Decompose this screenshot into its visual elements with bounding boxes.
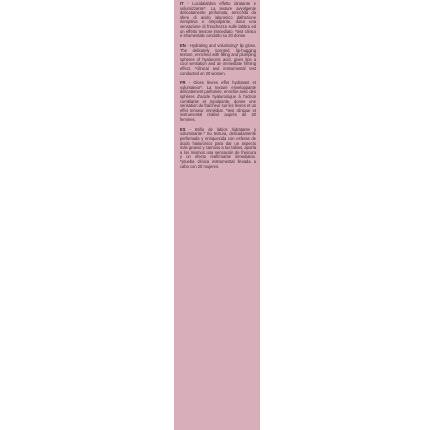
section-text-es: Brillo de labios hidratante y voluminante.* Su textura, delicadamente perfumada y enriquecida con esferas de ácido hialurónico para dar un aspecto más grueso y carnoso a tus labios, aporta a los mismos una sensación de frescura y un efecto reafirmante inmediatos. *prueba clínica instrumental llevada a cabo con 20 mujeres.: [180, 126, 257, 169]
section-en: EN - Hydrating and volumising* lip gloss. The delicately scented, lip-hugging texture, enriched with filling and plumping spheres of hyaluronic acid, gives lips a cool sensation and an immediate firming effect. *clinical and instrumental test conducted on 20 women.: [180, 42, 257, 76]
section-es: ES - Brillo de labios hidratante y voluminante.* Su textura, delicadamente perfumada y enriquecida con esferas de ácido hialurónico para dar un aspecto más grueso y carnoso a tus labios, aporta a los mismos una sensación de frescura y un efecto reafirmante inmediatos. *prueba clínica instrumental llevada a cabo con 20 mujeres.: [180, 126, 257, 169]
section-text-fr: Gloss lèvres effet hydratant et volumateur*. La texture enveloppante délicatement parfumée, enrichie avec des sphères d'acide hyaluronique à l'action comblante et repulpante, donne une sensation de fraîcheur sur les lèvres et un effet tenseur immédiat. *test clinique et instrumental réalisé auprès de 20 femmes.: [180, 80, 257, 123]
lang-code-it: IT: [180, 1, 184, 6]
section-text-en: Hydrating and volumising* lip gloss. The delicately scented, lip-hugging texture, enriched with filling and plumping spheres of hyaluronic acid, gives lips a cool sensation and an immediate firming effect. *clinical and instrumental test conducted on 20 women.: [180, 42, 257, 76]
product-label-strip: [174, 0, 260, 430]
lang-code-en: EN: [180, 42, 186, 48]
section-fr: FR - Gloss lèvres effet hydratant et volumateur*. La texture enveloppante délicatement parfumée, enrichie avec des sphères d'acide hyaluronique à l'action comblante et repulpante, donne une sensation de fraîcheur sur les lèvres et un effet tenseur immédiat. *test clinique et instrumental réalisé auprès de 20 femmes.: [180, 80, 257, 123]
section-text-it: Lucidalabbra effetto idratante e volumizzante*. La texture avvolgente delicatamente profumata, arricchita da sfere di acido ialuronico dall'azione riempitiva e rimpolpante, dona una sensazione di freschezza sulle labbra ed un effetto tensore immediato. *test clinico e strumentale condotto su 20 donne.: [180, 1, 256, 39]
section-it: IT - Lucidalabbra effetto idratante e volumizzante*. La texture avvolgente delicatamente profumata, arricchita da sfere di acido ialuronico dall'azione riempitiva e rimpolpante, dona una sensazione di freschezza sulle labbra ed un effetto tensore immediato. *test clinico e strumentale condotto su 20 donne.: [180, 1, 256, 39]
lang-code-es: ES: [180, 126, 186, 132]
lang-code-fr: FR: [180, 80, 186, 86]
